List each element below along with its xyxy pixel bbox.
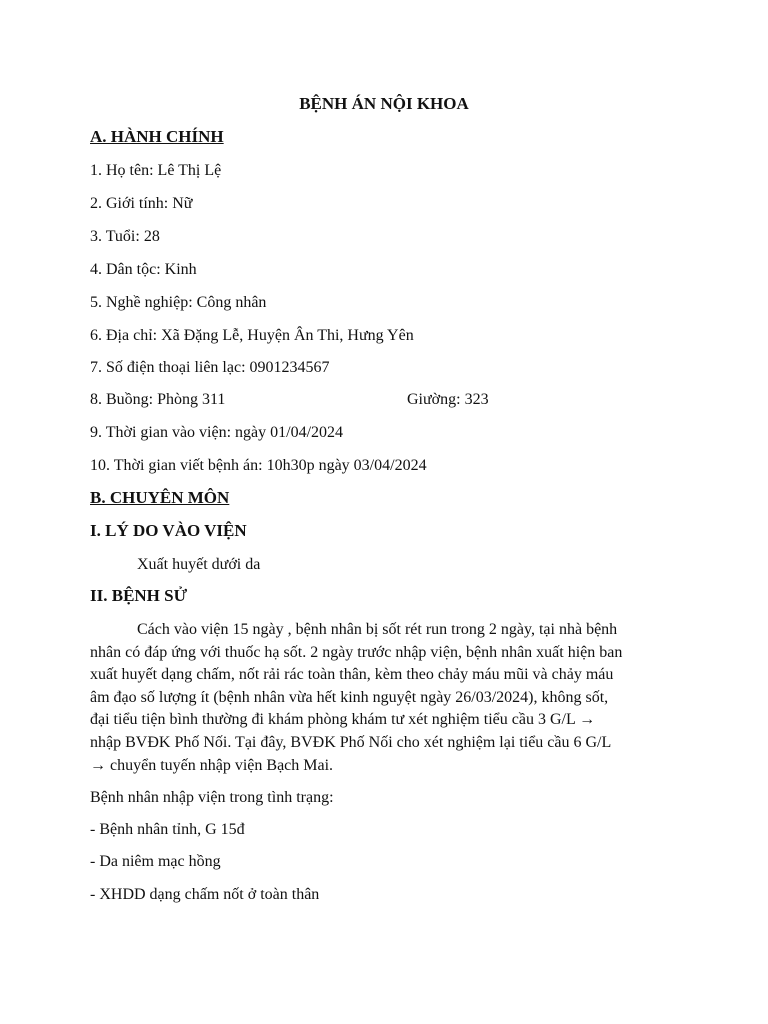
patient-gender: 2. Giới tính: Nữ — [90, 195, 193, 212]
history-line: → chuyển tuyến nhập viện Bạch Mai. — [90, 756, 334, 774]
status-item: - Bệnh nhân tỉnh, G 15đ — [90, 821, 245, 838]
patient-phone: 7. Số điện thoại liên lạc: 0901234567 — [90, 359, 330, 376]
status-item: - Da niêm mạc hồng — [90, 853, 221, 870]
patient-ethnicity: 4. Dân tộc: Kinh — [90, 261, 197, 278]
section-a-heading: A. HÀNH CHÍNH — [90, 127, 224, 146]
patient-age: 3. Tuổi: 28 — [90, 228, 160, 245]
patient-name: 1. Họ tên: Lê Thị Lệ — [90, 162, 222, 179]
history-line: nhân có đáp ứng với thuốc hạ sốt. 2 ngày trước nhập viện, bệnh nhân xuất hiện ban — [90, 643, 623, 661]
reason-text: Xuất huyết dưới da — [137, 556, 261, 573]
section-b-heading: B. CHUYÊN MÔN — [90, 488, 230, 507]
document-title: BỆNH ÁN NỘI KHOA — [299, 94, 469, 113]
history-line: xuất huyết dạng chấm, nốt rải rác toàn thân, kèm theo chảy máu mũi và chảy máu — [90, 666, 614, 684]
patient-occupation: 5. Nghề nghiệp: Công nhân — [90, 294, 267, 311]
admission-status-intro: Bệnh nhân nhập viện trong tình trạng: — [90, 789, 334, 806]
admission-time: 9. Thời gian vào viện: ngày 01/04/2024 — [90, 424, 344, 441]
history-line: đại tiểu tiện bình thường đi khám phòng khám tư xét nghiệm tiểu cầu 3 G/L → — [90, 711, 596, 729]
history-paragraph — [90, 619, 702, 777]
history-heading: II. BỆNH SỬ — [90, 586, 188, 605]
reason-heading: I. LÝ DO VÀO VIỆN — [90, 521, 247, 540]
patient-bed: Giường: 323 — [407, 391, 489, 408]
status-item: - XHDD dạng chấm nốt ở toàn thân — [90, 886, 320, 903]
patient-room: 8. Buồng: Phòng 311 — [90, 391, 226, 408]
history-line: Cách vào viện 15 ngày , bệnh nhân bị sốt rét run trong 2 ngày, tại nhà bệnh — [137, 621, 618, 638]
patient-address: 6. Địa chỉ: Xã Đặng Lễ, Huyện Ân Thi, Hưng Yên — [90, 327, 414, 344]
history-line: âm đạo số lượng ít (bệnh nhân vừa hết kinh nguyệt ngày 26/03/2024), không sốt, — [90, 688, 609, 706]
history-line: nhập BVĐK Phố Nối. Tại đây, BVĐK Phố Nối cho xét nghiệm lại tiểu cầu 6 G/L — [90, 733, 612, 751]
record-time: 10. Thời gian viết bệnh án: 10h30p ngày 03/04/2024 — [90, 457, 427, 474]
